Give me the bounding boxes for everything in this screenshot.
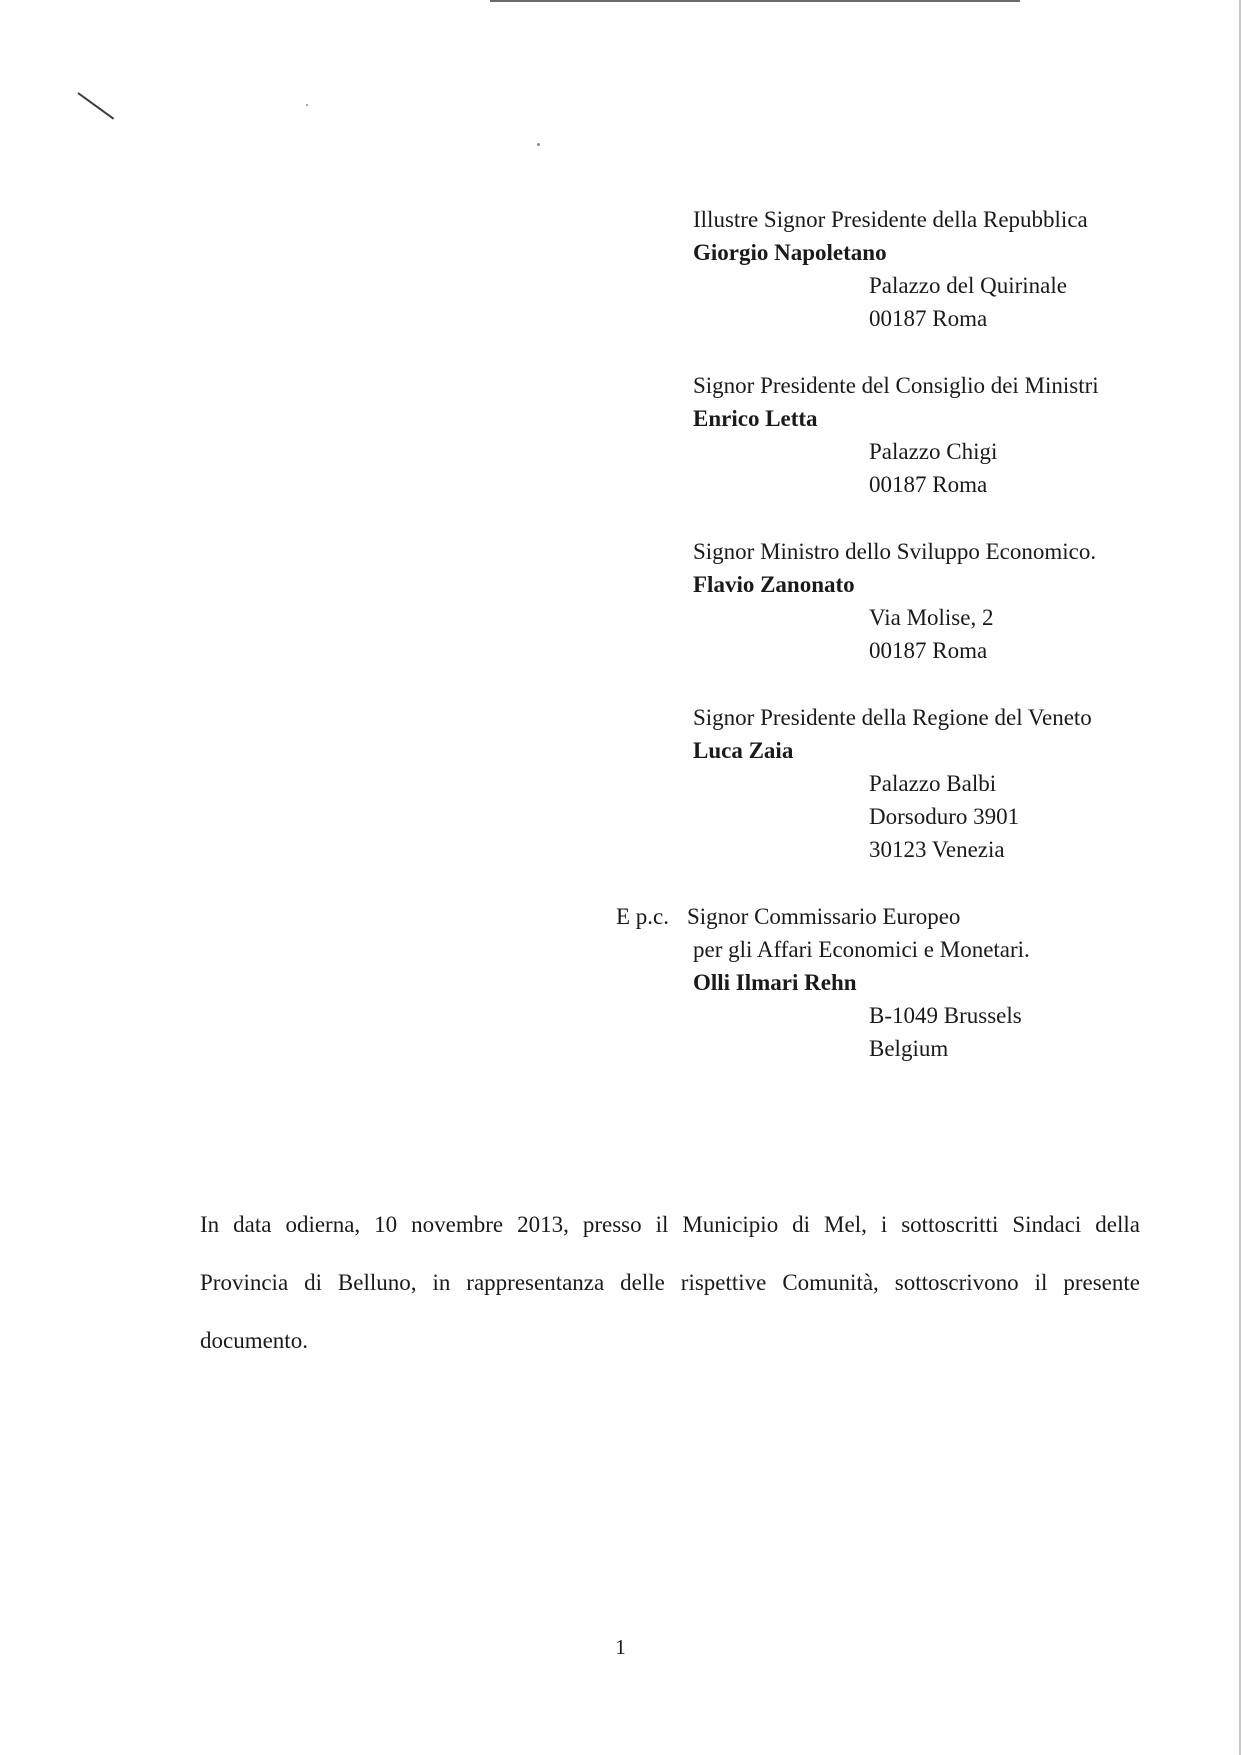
recipient-3-title: Signor Ministro dello Sviluppo Economico. (693, 539, 1097, 564)
recipient-4-title: Signor Presidente della Regione del Veneto (693, 705, 1092, 730)
recipient-1-name: Giorgio Napoletano (693, 240, 887, 265)
recipient-1-address-line-2: 00187 Roma (869, 306, 988, 331)
recipient-4-address-line-2: Dorsoduro 3901 (869, 804, 1020, 829)
recipient-4-name: Luca Zaia (693, 738, 794, 763)
cc-address-line-1: B-1049 Brussels (869, 1003, 1022, 1028)
scan-edge-top (490, 0, 1020, 2)
recipient-1-address-line-1: Palazzo del Quirinale (869, 273, 1067, 298)
scan-speck (306, 104, 308, 106)
page-number: 1 (615, 1635, 626, 1659)
recipient-2-name: Enrico Letta (693, 406, 818, 431)
pen-mark (77, 92, 114, 119)
cc-title-line-2: per gli Affari Economici e Monetari. (693, 937, 1030, 962)
body-line-3: documento. (200, 1328, 308, 1353)
recipient-4-address-line-3: 30123 Venezia (869, 837, 1005, 862)
recipient-4-address-line-1: Palazzo Balbi (869, 771, 997, 796)
recipient-2-address-line-1: Palazzo Chigi (869, 439, 998, 464)
recipient-3-address-line-2: 00187 Roma (869, 638, 988, 663)
cc-prefix: E p.c. (616, 904, 670, 929)
recipient-3-address-line-1: Via Molise, 2 (869, 605, 994, 630)
recipient-2-address-line-2: 00187 Roma (869, 472, 988, 497)
recipient-3-name: Flavio Zanonato (693, 572, 855, 597)
recipient-2-title: Signor Presidente del Consiglio dei Ministri (693, 373, 1099, 398)
scan-speck (537, 143, 540, 146)
cc-name: Olli Ilmari Rehn (693, 970, 857, 995)
cc-address-line-2: Belgium (869, 1036, 949, 1061)
body-line-2: Provincia di Belluno, in rappresentanza delle rispettive Comunità, sottoscrivono il presente (200, 1270, 1140, 1295)
body-line-1: In data odierna, 10 novembre 2013, presso il Municipio di Mel, i sottoscritti Sindaci della (200, 1212, 1140, 1237)
recipient-1-title: Illustre Signor Presidente della Repubblica (693, 207, 1088, 232)
cc-title-line-1: Signor Commissario Europeo (687, 904, 961, 929)
